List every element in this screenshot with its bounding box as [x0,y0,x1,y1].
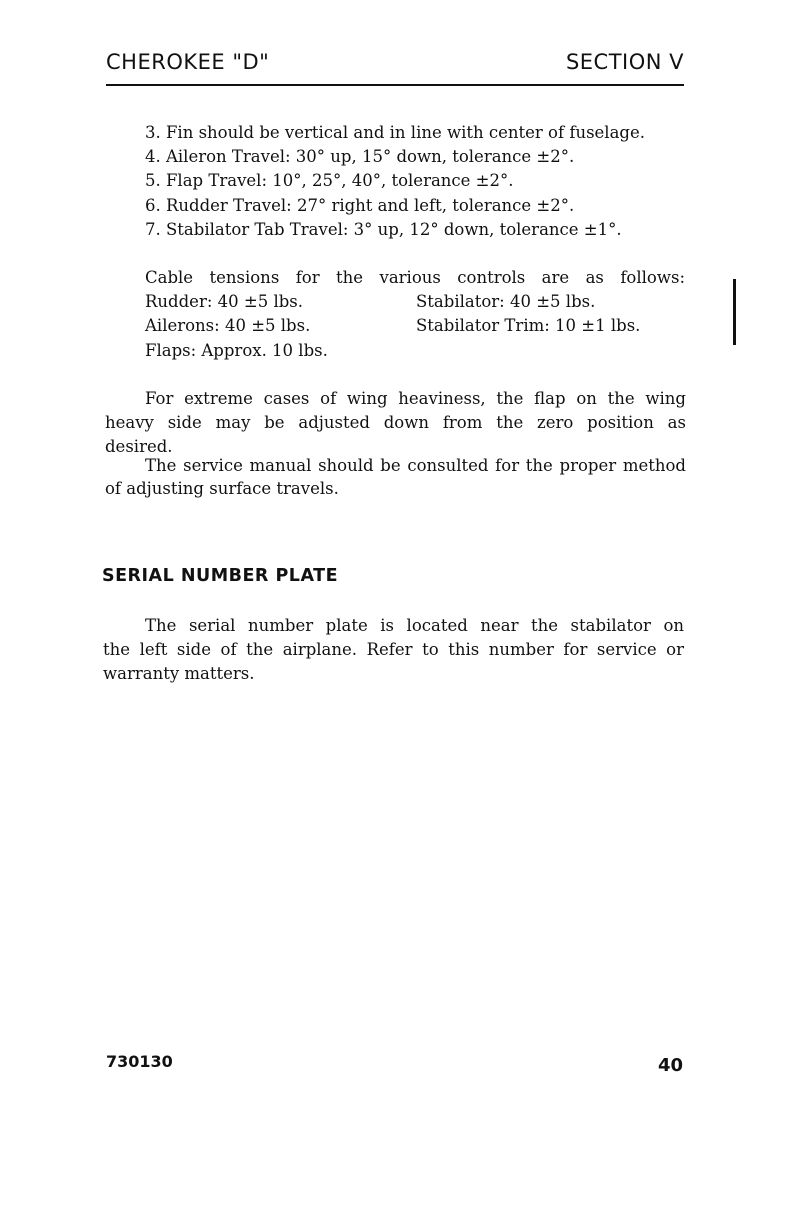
cable-stabilator-trim: Stabilator Trim: 10 ±1 lbs. [416,316,641,335]
revision-bar [733,279,736,345]
service-paragraph-line-2: of adjusting surface travels. [105,479,339,498]
list-item-7: 7. Stabilator Tab Travel: 3° up, 12° down, tolerance ±1°. [145,220,622,239]
cable-flaps: Flaps: Approx. 10 lbs. [145,341,328,360]
header-rule [106,84,684,86]
list-item-6: 6. Rudder Travel: 27° right and left, tolerance ±2°. [145,196,575,215]
list-item-5: 5. Flap Travel: 10°, 25°, 40°, tolerance ±2°. [145,171,514,190]
footer-code: 730130 [106,1052,173,1071]
list-item-4: 4. Aileron Travel: 30° up, 15° down, tolerance ±2°. [145,147,575,166]
wing-paragraph-line-1: For extreme cases of wing heaviness, the flap on the wing [145,389,686,408]
service-paragraph-line-1: The service manual should be consulted for the proper method [145,456,686,475]
running-header-section: SECTION V [565,50,684,74]
serial-paragraph-line-1: The serial number plate is located near the stabilator on [145,616,684,635]
serial-paragraph-line-3: warranty matters. [103,664,255,683]
wing-paragraph-line-2: heavy side may be adjusted down from the zero position as [105,413,686,432]
page-number: 40 [658,1055,684,1076]
section-title: SERIAL NUMBER PLATE [102,566,339,586]
cable-tensions-intro: Cable tensions for the various controls are as follows: [145,268,685,287]
list-item-3: 3. Fin should be vertical and in line with center of fuselage. [145,123,645,142]
running-header-model: CHEROKEE "D" [106,50,270,74]
cable-ailerons: Ailerons: 40 ±5 lbs. [145,316,311,335]
cable-rudder: Rudder: 40 ±5 lbs. [145,292,303,311]
cable-stabilator: Stabilator: 40 ±5 lbs. [416,292,596,311]
serial-paragraph-line-2: the left side of the airplane. Refer to this number for service or [103,640,684,659]
wing-paragraph-line-3: desired. [105,437,173,456]
